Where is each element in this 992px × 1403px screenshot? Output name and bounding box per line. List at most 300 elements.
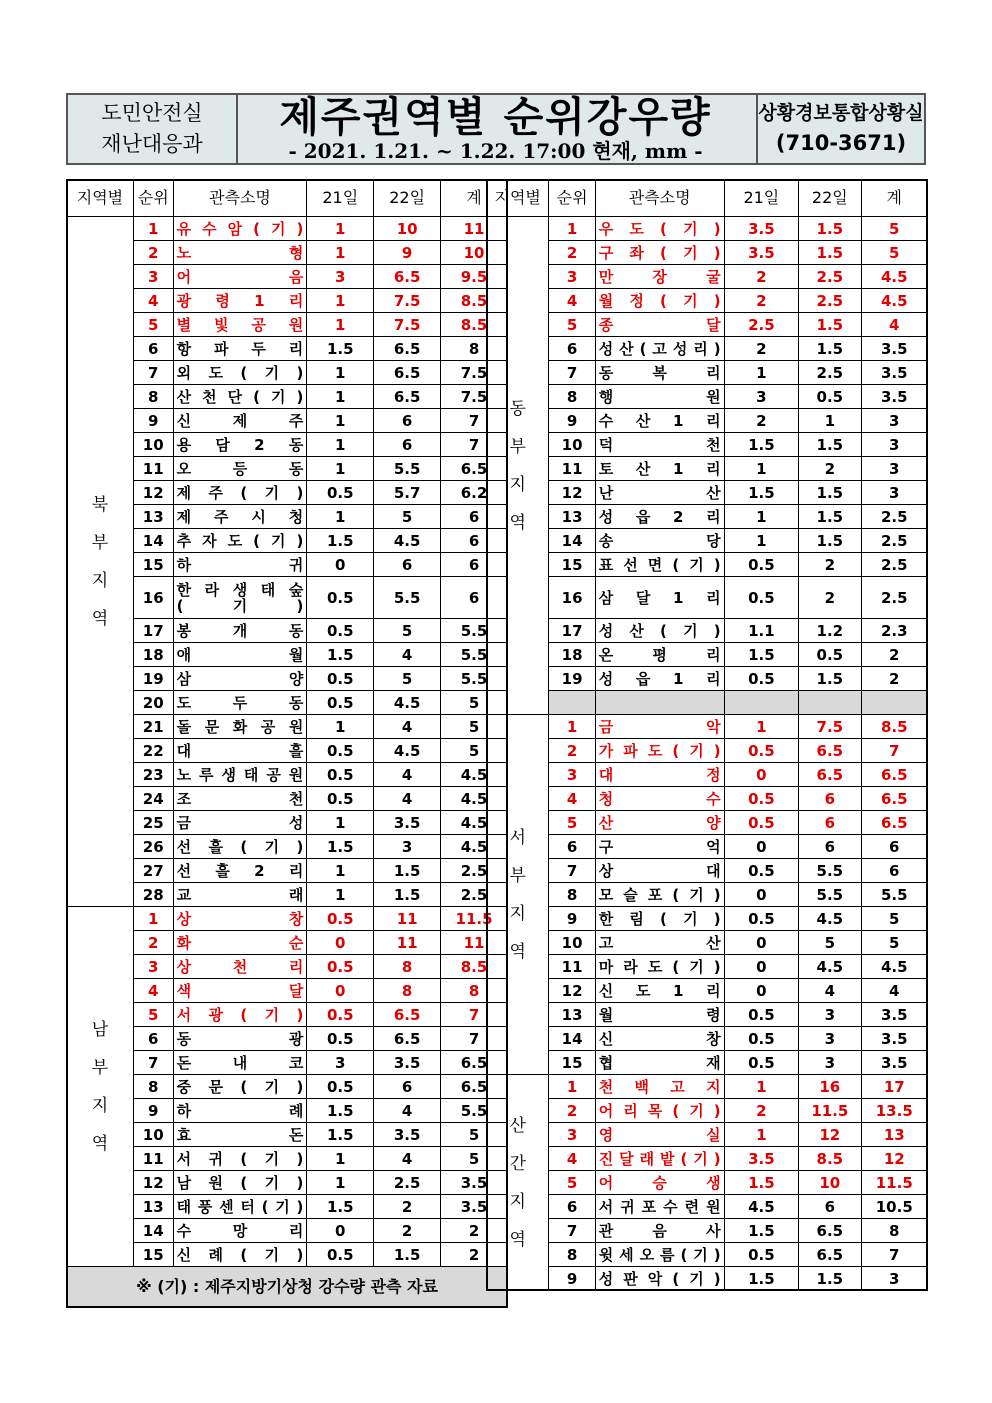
total-value: 3.5 (861, 385, 927, 409)
station-name-line (177, 695, 304, 711)
station-name-char: 례 (208, 1245, 223, 1264)
day22-value: 1 (799, 409, 861, 433)
day21-value: 2 (724, 1099, 799, 1123)
station-name-line (177, 582, 304, 598)
rank-cell: 9 (549, 409, 595, 433)
rank-cell: 1 (133, 217, 173, 241)
table-row (67, 1003, 508, 1027)
rank-cell: 27 (133, 859, 173, 883)
table-row (487, 1099, 928, 1123)
station-name-char: 청 (288, 507, 304, 526)
table-row (67, 313, 508, 337)
table-row (67, 859, 508, 883)
table-row (487, 859, 928, 883)
total-value: 4.5 (861, 289, 927, 313)
day22-value: 6 (374, 1075, 441, 1099)
total-value: 3.5 (861, 337, 927, 361)
total-value: 3.5 (441, 1195, 508, 1219)
rank-cell: 10 (133, 433, 173, 457)
table-row (67, 619, 508, 643)
station-name-char: 리 (706, 669, 721, 688)
station-name (595, 553, 724, 577)
station-name-char: ) (296, 1245, 304, 1264)
day22-value: 1.5 (799, 529, 861, 553)
station-name-char: 리 (706, 459, 721, 478)
station-name (173, 667, 307, 691)
station-name-char: ) (713, 219, 721, 238)
table-row (487, 217, 928, 241)
station-name-line (599, 245, 721, 261)
station-name (173, 643, 307, 667)
station-name-char: 대 (706, 861, 721, 880)
total-value: 6.5 (441, 457, 508, 481)
total-value: 6 (441, 529, 508, 553)
station-name-char: ( (240, 1173, 248, 1192)
column-header-station: 관측소명 (173, 180, 307, 217)
station-name-char: 표 (598, 555, 614, 574)
station-name-char: ( (176, 596, 184, 615)
table-row (67, 1027, 508, 1051)
station-name-char: 오 (176, 459, 192, 478)
station-name-char: 기 (264, 1077, 280, 1096)
table-row (487, 385, 928, 409)
day22-value: 1.5 (799, 313, 861, 337)
station-name-char: 월 (288, 645, 304, 664)
day21-value: 0 (724, 763, 799, 787)
day22-value: 0.5 (799, 385, 861, 409)
station-name-char: 좌 (629, 243, 644, 262)
station-name-line (599, 293, 721, 309)
station-name-line (599, 1103, 721, 1119)
station-name-char: 재 (706, 1053, 721, 1072)
station-name (595, 1003, 724, 1027)
day21-value: 0.5 (724, 1051, 799, 1075)
station-name-char: 양 (706, 813, 721, 832)
total-value: 2.5 (861, 505, 927, 529)
station-name-char: ( (660, 621, 667, 640)
day21-value: 1.5 (724, 433, 799, 457)
station-name-line (599, 743, 721, 759)
rank-cell: 19 (133, 667, 173, 691)
station-name-char: 흘 (288, 741, 304, 760)
station-name-char: 양 (288, 669, 304, 688)
station-name (173, 1099, 307, 1123)
station-name-char: 애 (176, 645, 192, 664)
day22-value: 0.5 (799, 643, 861, 667)
station-name-line (599, 1007, 721, 1023)
station-name (173, 619, 307, 643)
station-name-char: 기 (264, 1005, 280, 1024)
table-row (67, 241, 508, 265)
day21-value: 0 (724, 931, 799, 955)
station-name (595, 955, 724, 979)
station-name (173, 1003, 307, 1027)
rank-cell: 14 (133, 529, 173, 553)
day22-value: 4 (374, 1147, 441, 1171)
station-name-line (177, 1247, 304, 1263)
day21-value: 0.5 (307, 763, 374, 787)
station-name-char: 자 (202, 531, 217, 550)
total-value: 5.5 (441, 643, 508, 667)
station-name-line (599, 437, 721, 453)
station-name-char: 리 (706, 507, 721, 526)
station-name-char: 성 (598, 1269, 614, 1288)
station-name-line (599, 1151, 721, 1167)
day21-value: 1.1 (724, 619, 799, 643)
day21-value: 0 (307, 979, 374, 1003)
table-row (487, 787, 928, 811)
day21-value: 0.5 (724, 553, 799, 577)
day21-value: 0.5 (724, 577, 799, 619)
total-value: 10 (441, 241, 508, 265)
total-value: 11 (441, 931, 508, 955)
station-name-char: 서 (176, 1149, 192, 1168)
day22-value: 2 (799, 553, 861, 577)
station-name-line (177, 791, 304, 807)
total-value: 4.5 (441, 763, 508, 787)
station-name-char: 고 (598, 933, 614, 952)
rank-cell: 25 (133, 811, 173, 835)
day21-value: 0.5 (307, 1243, 374, 1267)
rank-cell: 2 (549, 739, 595, 763)
region-label-char: 부 (509, 865, 526, 886)
rank-cell: 16 (133, 577, 173, 619)
total-value: 13.5 (861, 1099, 927, 1123)
total-value: 8.5 (441, 289, 508, 313)
station-name-char: 포 (647, 885, 663, 904)
station-name (173, 313, 307, 337)
station-name-char: 례 (288, 1101, 304, 1120)
station-name-line (599, 221, 721, 237)
day22-value: 5 (799, 931, 861, 955)
station-name-line (599, 935, 721, 951)
station-name (173, 859, 307, 883)
region-label (487, 1075, 549, 1291)
department-box (68, 95, 238, 163)
column-header-region: 지역별 (487, 180, 549, 217)
total-value: 6 (441, 577, 508, 619)
station-name-char: 돈 (176, 1053, 192, 1072)
station-name-char: 남 (176, 1173, 192, 1192)
table-row (487, 1219, 928, 1243)
day22-value: 2.5 (799, 361, 861, 385)
station-name-char: 2 (673, 507, 684, 526)
table-row (67, 907, 508, 931)
station-name-char: 원 (706, 387, 721, 406)
total-value: 2.5 (861, 577, 927, 619)
station-name-char: 암 (227, 219, 243, 238)
day22-value: 1.5 (799, 337, 861, 361)
station-name-char: 원 (706, 1197, 721, 1216)
station-name (173, 979, 307, 1003)
station-name (595, 385, 724, 409)
rank-cell: 3 (549, 1123, 595, 1147)
day21-value: 2 (724, 337, 799, 361)
day22-value: 2.5 (799, 289, 861, 313)
station-name-char: 노 (176, 243, 192, 262)
day22-value: 10 (799, 1171, 861, 1195)
station-name-char: 오 (639, 1245, 655, 1264)
table-row (67, 955, 508, 979)
station-name-char: 종 (598, 315, 614, 334)
station-name-char: 토 (598, 459, 614, 478)
day21-value: 1.5 (724, 1267, 799, 1291)
station-name (173, 577, 307, 619)
station-name-char: 리 (706, 363, 721, 382)
region-label-char: 지 (509, 474, 526, 495)
total-value: 3 (861, 481, 927, 505)
station-name-line (599, 791, 721, 807)
day22-value: 2 (374, 1219, 441, 1243)
table-row (487, 1171, 928, 1195)
station-name-char: 복 (652, 363, 667, 382)
day21-value: 1.5 (307, 1195, 374, 1219)
station-name-char: 수 (202, 219, 217, 238)
station-name-char: 광 (208, 1005, 223, 1024)
day22-value: 1.5 (799, 505, 861, 529)
station-name-char: ) (713, 243, 721, 262)
total-value: 6.5 (861, 763, 927, 787)
day22-value: 7.5 (799, 715, 861, 739)
station-name-char: ) (296, 1149, 304, 1168)
total-value: 7 (861, 739, 927, 763)
station-name-char: 돈 (288, 1125, 304, 1144)
station-name-char: ) (296, 596, 304, 615)
station-name-char: 금 (598, 717, 614, 736)
station-name-char: ) (713, 621, 721, 640)
table-row (487, 265, 928, 289)
station-name-char: 승 (652, 1173, 667, 1192)
total-value: 5.5 (441, 1099, 508, 1123)
station-name-line (177, 815, 304, 831)
table-row (487, 553, 928, 577)
station-name-char: 관 (598, 1221, 614, 1240)
region-label (487, 217, 549, 715)
rank-cell: 12 (133, 481, 173, 505)
day22-value: 6.5 (799, 1243, 861, 1267)
station-name-char: 주 (213, 507, 229, 526)
day22-value: 4 (374, 1099, 441, 1123)
rank-cell: 28 (133, 883, 173, 907)
station-name-char: 상 (176, 957, 192, 976)
total-value: 6.5 (441, 1075, 508, 1099)
table-row (67, 1219, 508, 1243)
day21-value: 0.5 (307, 907, 374, 931)
day22-value: 1.5 (799, 241, 861, 265)
rank-cell: 13 (133, 1195, 173, 1219)
rank-cell: 11 (549, 457, 595, 481)
day21-value: 2.5 (724, 313, 799, 337)
total-value (861, 691, 927, 715)
station-name (595, 643, 724, 667)
station-name-char: ) (713, 741, 721, 760)
rank-cell: 12 (133, 1171, 173, 1195)
day21-value: 1.5 (307, 643, 374, 667)
region-label-char: 남 (91, 1019, 109, 1040)
table-row (487, 1003, 928, 1027)
station-name-line (177, 887, 304, 903)
station-name-char: 2 (254, 435, 265, 454)
rank-cell: 5 (549, 1171, 595, 1195)
table-row (487, 907, 928, 931)
rank-cell: 17 (549, 619, 595, 643)
station-name-char: 신 (598, 981, 614, 1000)
rank-cell: 3 (133, 955, 173, 979)
day21-value: 0.5 (307, 667, 374, 691)
day22-value: 6.5 (374, 265, 441, 289)
station-name-char: 림 (629, 909, 644, 928)
rank-cell (549, 691, 595, 715)
station-name-line (177, 1103, 304, 1119)
org-name: 상황경보통합상황실 (758, 102, 924, 124)
day22-value: 6.5 (374, 1003, 441, 1027)
rank-cell: 11 (549, 955, 595, 979)
day22-value: 6.5 (799, 763, 861, 787)
station-name (595, 313, 724, 337)
station-name-line (177, 557, 304, 573)
day21-value: 0 (724, 955, 799, 979)
rank-cell: 10 (133, 1123, 173, 1147)
station-name (173, 289, 307, 313)
region-label-char: 간 (509, 1153, 526, 1174)
station-name-char: 문 (208, 1077, 223, 1096)
station-name-char: 성 (598, 621, 614, 640)
rank-cell: 26 (133, 835, 173, 859)
table-row (67, 1195, 508, 1219)
table-row (487, 481, 928, 505)
total-value: 5 (441, 715, 508, 739)
station-name (173, 1195, 307, 1219)
rank-cell: 6 (133, 337, 173, 361)
station-name-char: 음 (652, 1221, 667, 1240)
station-name-char: 창 (288, 909, 304, 928)
station-name-char: 삼 (176, 669, 192, 688)
station-name-line (599, 1271, 721, 1287)
day21-value: 1 (307, 289, 374, 313)
total-value: 4.5 (861, 265, 927, 289)
station-name-char: 추 (176, 531, 192, 550)
rank-cell: 4 (549, 1147, 595, 1171)
station-name-char: ( (672, 741, 680, 760)
station-name-char: 제 (176, 483, 192, 502)
station-name-line (177, 598, 304, 614)
total-value: 5 (441, 739, 508, 763)
table-row (487, 241, 928, 265)
station-name-char: ( (639, 339, 647, 358)
rank-cell: 7 (549, 1219, 595, 1243)
station-name (173, 1171, 307, 1195)
station-name-char: 모 (598, 885, 614, 904)
day22-value: 10 (374, 217, 441, 241)
total-value: 13 (861, 1123, 927, 1147)
table-row (487, 955, 928, 979)
station-name-line (599, 959, 721, 975)
rank-cell: 1 (549, 715, 595, 739)
station-name-char: 천 (232, 957, 248, 976)
station-name-char: 귀 (288, 555, 304, 574)
table-row (487, 457, 928, 481)
station-name (173, 409, 307, 433)
total-value: 4.5 (441, 835, 508, 859)
region-label (67, 217, 134, 907)
column-header-total: 계 (441, 180, 508, 217)
day22-value: 3.5 (374, 1051, 441, 1075)
day22-value: 5 (374, 619, 441, 643)
station-name-char: 덕 (598, 435, 614, 454)
station-name-char: 기 (270, 387, 286, 406)
station-name (595, 409, 724, 433)
rank-cell: 11 (133, 457, 173, 481)
table-row (487, 979, 928, 1003)
station-name-char: 령 (215, 291, 230, 310)
station-name (595, 1123, 724, 1147)
rank-cell: 7 (133, 361, 173, 385)
day21-value: 1 (724, 529, 799, 553)
total-value: 6.5 (861, 811, 927, 835)
region-label-char: 북 (91, 494, 109, 515)
station-name-line (599, 485, 721, 501)
rank-cell: 12 (549, 979, 595, 1003)
title-box (238, 95, 753, 163)
day21-value: 0.5 (307, 739, 374, 763)
station-name-line (599, 317, 721, 333)
station-name-char: 담 (215, 435, 230, 454)
day22-value: 1.5 (374, 1243, 441, 1267)
station-name-char: ( (680, 1245, 688, 1264)
table-row (67, 361, 508, 385)
station-name-char: 기 (264, 363, 280, 382)
station-name-char: 제 (176, 507, 192, 526)
station-name-char: 선 (176, 837, 192, 856)
station-name-char: ) (296, 1173, 304, 1192)
day21-value: 3.5 (724, 1147, 799, 1171)
total-value: 4.5 (861, 955, 927, 979)
station-name-char: 기 (683, 291, 698, 310)
station-name-char: 서 (176, 1005, 192, 1024)
rank-cell: 4 (133, 289, 173, 313)
station-name-char: 두 (232, 693, 248, 712)
day22-value: 2 (374, 1195, 441, 1219)
region-label-char: 역 (509, 512, 526, 533)
total-value: 2 (861, 643, 927, 667)
station-name (173, 835, 307, 859)
day22-value: 6.5 (799, 739, 861, 763)
day22-value: 1.5 (374, 883, 441, 907)
station-name-char: 목 (647, 1101, 663, 1120)
station-name-char: 봉 (176, 621, 192, 640)
day22-value: 1.2 (799, 619, 861, 643)
station-name-char: 만 (598, 267, 614, 286)
station-name-char: 장 (652, 267, 667, 286)
station-name (595, 361, 724, 385)
station-name-char: ( (672, 555, 680, 574)
rank-cell: 1 (549, 1075, 595, 1099)
day21-value: 0.5 (724, 667, 799, 691)
station-name-char: 천 (288, 789, 304, 808)
station-name-char: 천 (706, 435, 721, 454)
station-name-char: 기 (270, 531, 286, 550)
day21-value: 1.5 (307, 529, 374, 553)
station-name-line (599, 1031, 721, 1047)
station-name (595, 1099, 724, 1123)
total-value: 8.5 (441, 955, 508, 979)
day22-value: 1.5 (799, 481, 861, 505)
station-name-char: 산 (706, 483, 721, 502)
day22-value: 4.5 (374, 691, 441, 715)
table-row (487, 1267, 928, 1291)
total-value: 7 (441, 1003, 508, 1027)
station-name-char: 음 (288, 267, 304, 286)
